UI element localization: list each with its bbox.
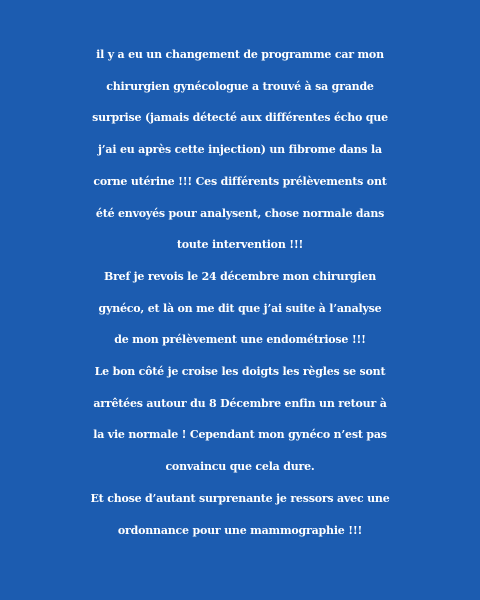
text-line: il y a eu un changement de programme car mon: [96, 48, 384, 61]
text-line: surprise (jamais détecté aux différentes écho que: [92, 111, 388, 125]
text-line: Bref je revois le 24 décembre mon chirurgien: [103, 269, 376, 283]
text-line: Et chose d’autant surprenante je ressors avec une: [90, 491, 390, 505]
text-line: la vie normale ! Cependant mon gynéco n’est pas: [93, 428, 387, 442]
text-line: convaincu que cela dure.: [165, 460, 315, 474]
text-line: toute intervention !!!: [176, 238, 304, 252]
text-line: arrêtées autour du 8 Décembre enfin un retour à: [93, 396, 387, 410]
text-line: corne utérine !!! Ces différents prélèvements ont: [93, 174, 387, 188]
text-line: de mon prélèvement une endométriose !!!: [114, 333, 366, 347]
text-line: j’ai eu après cette injection) un fibrome dans la: [98, 143, 382, 157]
text-line: gynéco, et là on me dit que j’ai suite à l’analyse: [98, 301, 382, 315]
text-line: Le bon côté je croise les doigts les règles se sont: [94, 365, 386, 379]
text-line: chirurgien gynécologue a trouvé à sa grande: [106, 79, 374, 93]
text-line: ordonnance pour une mammographie !!!: [117, 523, 363, 537]
body-text: [0, 39, 480, 546]
text-line: été envoyés pour analysent, chose normale dans: [95, 206, 385, 220]
